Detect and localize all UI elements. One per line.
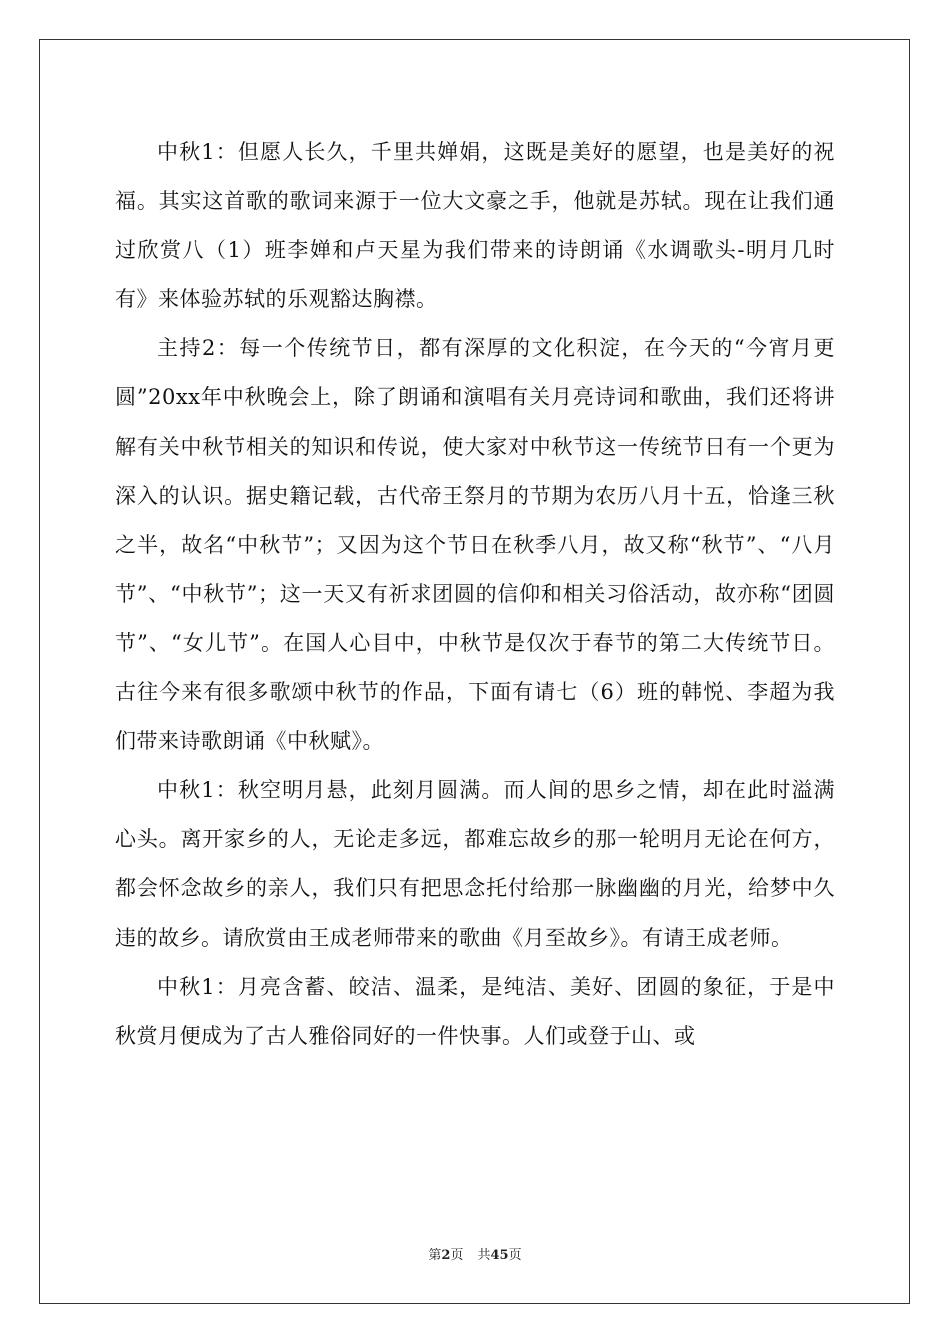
- page-prefix: 第: [428, 1248, 442, 1263]
- total-pages: 45: [490, 1248, 509, 1263]
- paragraph-1: 中秋1：但愿人长久，千里共婵娟，这既是美好的愿望，也是美好的祝福。其实这首歌的歌词来源于一位大文豪之手，他就是苏轼。现在让我们通过欣赏八（1）班李婵和卢天星为我们带来的诗朗诵《水调歌头-明月几时有》来体验苏轼的乐观豁达胸襟。: [115, 140, 835, 312]
- paragraph-3: 中秋1：秋空明月悬，此刻月圆满。而人间的思乡之情，却在此时溢满心头。离开家乡的人，无论走多远，都难忘故乡的那一轮明月无论在何方，都会怀念故乡的亲人，我们只有把思念托付给那一脉幽幽的月光，给梦中久违的故乡。请欣赏由王成老师带来的歌曲《月至故乡》。有请王成老师。: [115, 778, 835, 950]
- total-prefix: 共: [477, 1248, 491, 1263]
- page-suffix: 页: [450, 1248, 464, 1263]
- page-number: 2: [441, 1248, 451, 1263]
- document-body: [115, 128, 835, 1061]
- paragraph-2: 主持2：每一个传统节日，都有深厚的文化积淀，在今天的“今宵月更圆”20xx年中秋晚会上，除了朗诵和演唱有关月亮诗词和歌曲，我们还将讲解有关中秋节相关的知识和传说，使大家对中秋节这一传统节日有一个更为深入的认识。据史籍记载，古代帝王祭月的节期为农历八月十五，恰逢三秋之半，故名“中秋节”；又因为这个节日在秋季八月，故又称“秋节”、“八月节”、“中秋节”；这一天又有祈求团圆的信仰和相关习俗活动，故亦称“团圆节”、“女儿节”。在国人心目中，中秋节是仅次于春节的第二大传统节日。古往今来有很多歌颂中秋节的作品，下面有请七（6）班的韩悦、李超为我们带来诗歌朗诵《中秋赋》。: [115, 336, 835, 754]
- page-footer: [0, 1247, 950, 1265]
- paragraph-4: 中秋1：月亮含蓄、皎洁、温柔，是纯洁、美好、团圆的象征，于是中秋赏月便成为了古人雅俗同好的一件快事。人们或登于山、或: [115, 974, 835, 1048]
- total-suffix: 页: [508, 1248, 522, 1263]
